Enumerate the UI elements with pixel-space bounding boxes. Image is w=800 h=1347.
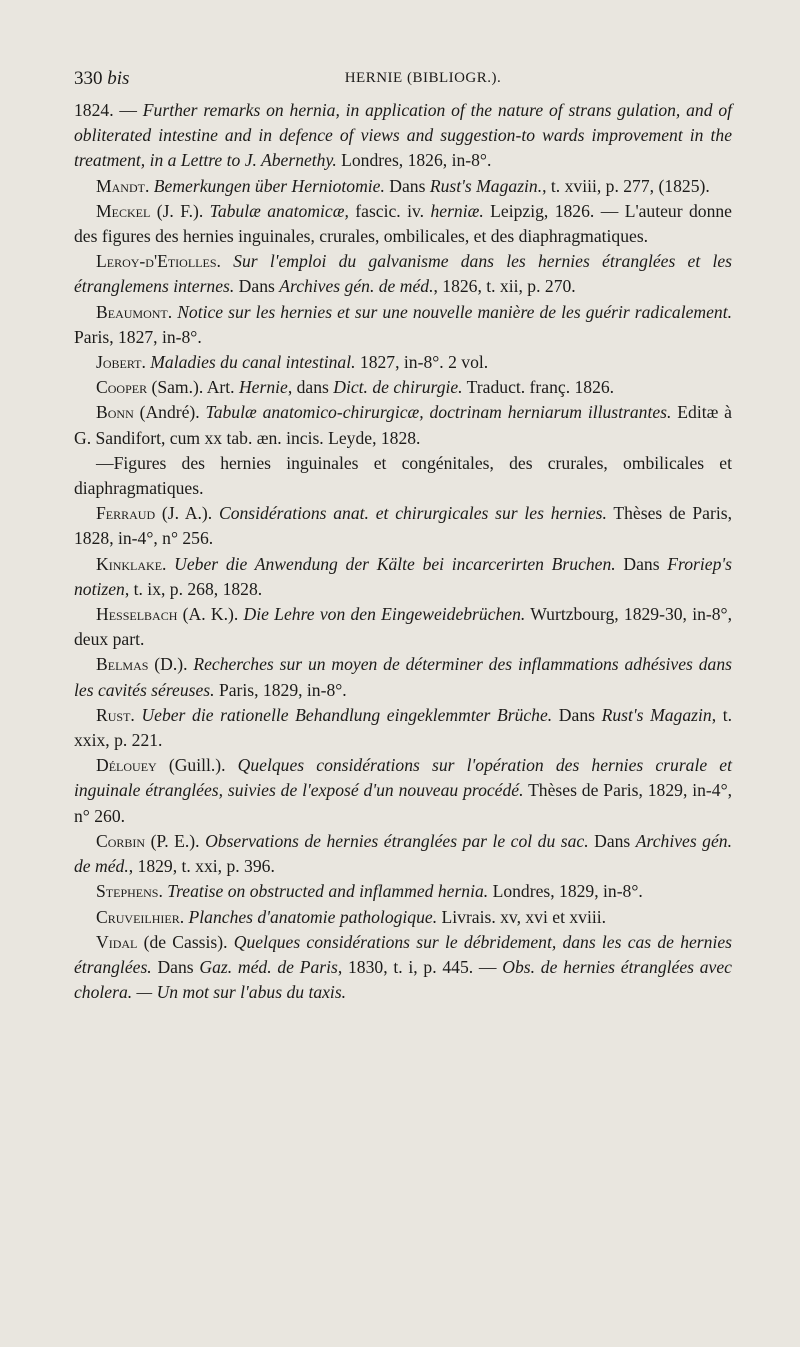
entry-title-italic: Rust's Magazin bbox=[601, 704, 712, 725]
entry-text: Dans bbox=[151, 956, 200, 977]
bibliography-entry bbox=[74, 602, 732, 652]
entry-text: (A. K.). bbox=[177, 604, 244, 625]
entry-author: Bonn bbox=[96, 402, 134, 423]
entry-text: Dans bbox=[588, 830, 636, 851]
bibliography-entry bbox=[74, 375, 732, 400]
entry-text: Thèses de Paris, 1828, in-4°, n° 256. bbox=[74, 503, 732, 549]
entry-text: , dans bbox=[287, 377, 334, 398]
entry-text: Londres, 1829, in-8°. bbox=[488, 881, 643, 902]
entry-author: Cruveilhier. bbox=[96, 906, 185, 927]
bibliography-list bbox=[74, 98, 732, 1005]
entry-title-italic: Gaz. méd. de Paris bbox=[199, 956, 338, 977]
entry-title-italic: Treatise on obstructed and inflammed hernia. bbox=[167, 881, 489, 902]
bibliography-entry bbox=[74, 451, 732, 501]
entry-author: Ferraud bbox=[96, 503, 156, 524]
entry-title-italic: Rust's Magazin. bbox=[429, 175, 543, 196]
entry-text: (Sam.). Art. bbox=[147, 377, 239, 398]
entry-text: Dans bbox=[615, 553, 668, 574]
entry-text: (P. E.). bbox=[145, 830, 206, 851]
entry-author: Belmas bbox=[96, 654, 149, 675]
bibliography-entry bbox=[74, 879, 732, 904]
entry-title-italic: Tabulæ anatomicæ, bbox=[209, 200, 349, 221]
entry-author: Beaumont. bbox=[96, 301, 173, 322]
entry-title-italic: Quelques considérations sur l'opération des hernies crurale et inguinale étranglées, suivies de l'exposé d'un nouveau procédé. bbox=[74, 755, 732, 801]
entry-author: Kinklake. bbox=[96, 553, 167, 574]
bibliography-entry bbox=[74, 753, 732, 829]
entry-text: (J. A.). bbox=[155, 503, 219, 524]
entry-title-italic: Notice sur les hernies et sur une nouvelle manière de les guérir radicalement. bbox=[177, 301, 732, 322]
bibliography-entry bbox=[74, 98, 732, 174]
entry-author: Meckel bbox=[96, 200, 151, 221]
bibliography-entry bbox=[74, 174, 732, 199]
entry-author: Jobert. bbox=[96, 352, 146, 373]
entry-title-italic: Quelques considérations sur le débridement, dans les cas de hernies étranglées. bbox=[74, 931, 732, 977]
entry-title-italic: herniæ. bbox=[430, 200, 484, 221]
entry-text: , t. xxix, p. 221. bbox=[74, 704, 732, 751]
entry-author: Vidal bbox=[96, 931, 138, 952]
bibliography-entry bbox=[74, 249, 732, 299]
entry-title-italic: Maladies du canal intestinal. bbox=[150, 352, 356, 373]
entry-title-italic: Archives gén. de méd. bbox=[74, 830, 732, 877]
entry-text: (Guill.). bbox=[156, 755, 238, 776]
entry-text: Wurtzbourg, 1829-30, in-8°, deux part. bbox=[74, 604, 732, 650]
bibliography-entry bbox=[74, 652, 732, 702]
bibliography-entry bbox=[74, 199, 732, 249]
entry-text: Traduct. franç. 1826. bbox=[462, 377, 615, 398]
entry-text: Dans bbox=[234, 276, 280, 297]
bibliography-entry bbox=[74, 552, 732, 602]
entry-text: , t. ix, p. 268, 1828. bbox=[124, 578, 263, 599]
bibliography-entry bbox=[74, 930, 732, 1006]
entry-title-italic: Recherches sur un moyen de déterminer des inflammations adhésives dans les cavités séreuses. bbox=[74, 654, 732, 700]
entry-text: Paris, 1829, in-8°. bbox=[214, 679, 347, 700]
entry-title-italic: Archives gén. de méd. bbox=[279, 276, 434, 297]
entry-title-italic: Further remarks on hernia, in application of the nature of strans gulation, and of obliterated intestine and in defence of views and suggestion-to wards improvement in the treatment, in a Lettre to J. Abernethy. bbox=[74, 100, 733, 171]
bibliography-entry bbox=[74, 501, 732, 551]
entry-author: Stephens. bbox=[96, 881, 163, 902]
entry-text: , 1829, t. xxi, p. 396. bbox=[128, 856, 275, 877]
entry-text: Editæ à G. Sandifort, cum xx tab. æn. incis. Leyde, 1828. bbox=[74, 402, 732, 448]
entry-title-italic: Dict. de chirurgie. bbox=[333, 377, 463, 398]
entry-text: , 1826, t. xii, p. 270. bbox=[433, 276, 576, 297]
entry-title-italic: Ueber die Anwendung der Kälte bei incarcerirten Bruchen. bbox=[174, 553, 616, 574]
entry-author: Hesselbach bbox=[96, 604, 178, 625]
bibliography-entry bbox=[74, 703, 732, 753]
entry-text: Paris, 1827, in-8°. bbox=[74, 326, 202, 347]
entry-text: , 1830, t. i, p. 445. — bbox=[337, 956, 503, 977]
entry-text: Londres, 1826, in-8°. bbox=[336, 150, 492, 171]
bibliography-entry bbox=[74, 829, 732, 879]
entry-title-italic: Tabulæ anatomico-chirurgicæ, doctrinam herniarum illustrantes. bbox=[205, 402, 672, 423]
bibliography-entry bbox=[74, 350, 732, 375]
entry-author: Corbin bbox=[96, 830, 146, 851]
entry-text: Leipzig, 1826. — L'auteur donne des figures des hernies inguinales, crurales, ombilicales, et des diaphragmatiques. bbox=[74, 200, 732, 247]
entry-text: fascic. iv. bbox=[348, 200, 431, 221]
entry-text: (André). bbox=[133, 402, 206, 423]
entry-text bbox=[166, 554, 174, 574]
page-header bbox=[74, 68, 732, 98]
entry-text: Dans bbox=[552, 704, 602, 725]
entry-title-italic: Observations de hernies étranglées par le col du sac. bbox=[205, 830, 589, 851]
page-number-suffix: bis bbox=[107, 68, 130, 89]
entry-title-italic: Bemerkungen über Herniotomie. bbox=[153, 175, 385, 196]
entry-title-italic: Froriep's notizen bbox=[74, 553, 732, 599]
entry-text: (de Cassis). bbox=[137, 931, 234, 952]
entry-author: Mandt. bbox=[96, 175, 150, 196]
entry-title-italic: Planches d'anatomie pathologique. bbox=[188, 906, 438, 927]
bibliography-entry bbox=[74, 905, 732, 930]
entry-text: Thèses de Paris, 1829, in-4°, n° 260. bbox=[74, 780, 732, 826]
entry-text: 1824. — bbox=[74, 100, 143, 120]
running-title: HERNIE (BIBLIOGR.). bbox=[344, 70, 502, 86]
entry-text: Dans bbox=[384, 175, 430, 196]
entry-text: , t. xviii, p. 277, (1825). bbox=[542, 175, 710, 196]
entry-title-italic: Sur l'emploi du galvanisme dans les hernies étranglées et les étranglemens internes. bbox=[74, 251, 732, 297]
bibliography-entry bbox=[74, 300, 732, 350]
bibliography-entry bbox=[74, 400, 732, 450]
entry-text: Livrais. xv, xvi et xviii. bbox=[437, 906, 607, 927]
entry-author: Rust. bbox=[96, 704, 135, 725]
entry-text bbox=[221, 251, 233, 271]
page-number-value: 330 bbox=[74, 68, 103, 89]
entry-text: —Figures des hernies inguinales et congénitales, des crurales, ombilicales et diaphragmatiques. bbox=[74, 452, 732, 499]
entry-title-italic: Obs. de hernies étranglées avec cholera. — Un mot sur l'abus du taxis. bbox=[74, 956, 732, 1003]
entry-text: (D.). bbox=[148, 654, 194, 675]
entry-author: Cooper bbox=[96, 377, 148, 398]
entry-text: 1827, in-8°. 2 vol. bbox=[355, 352, 489, 373]
entry-author: Délouey bbox=[96, 755, 157, 776]
entry-title-italic: Considérations anat. et chirurgicales sur les hernies. bbox=[218, 503, 607, 524]
entry-title-italic: Hernie bbox=[238, 377, 288, 398]
entry-text: (J. F.). bbox=[150, 200, 210, 221]
entry-title-italic: Die Lehre von den Eingeweidebrüchen. bbox=[243, 604, 526, 625]
entry-title-italic: Ueber die rationelle Behandlung eingeklemmter Brüche. bbox=[141, 704, 553, 725]
entry-author: Leroy-d'Etiolles. bbox=[96, 251, 221, 272]
